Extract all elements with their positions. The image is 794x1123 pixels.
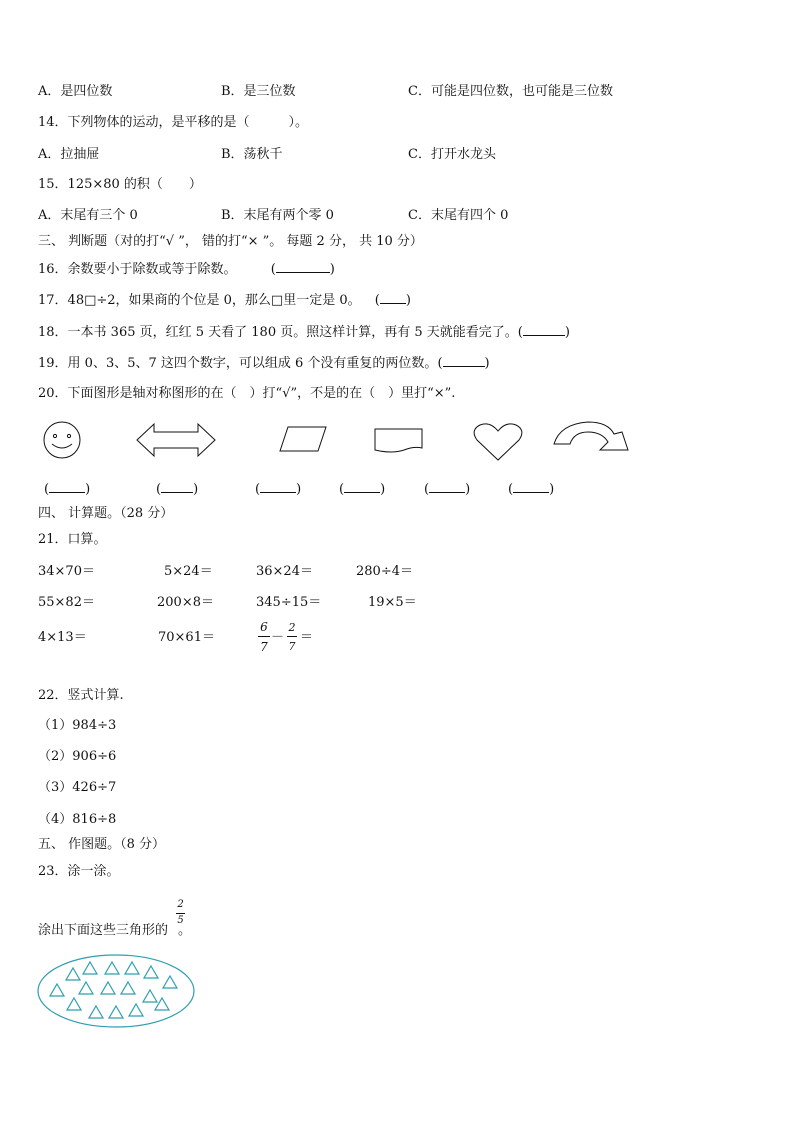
q23-text: 涂出下面这些三角形的 [38,923,169,938]
section-3-title: 三、 判断题（对的打“√ ”， 错的打“× ”。 每题 2 分， 共 10 分） [38,234,423,249]
q23-fraction-denominator: 5 [177,915,184,926]
triangle [105,962,119,974]
flag-icon [374,424,426,454]
answer-blank[interactable] [276,260,330,273]
vertical-item: （1）984÷3 [38,718,117,733]
oral-item: 36×24＝ [256,564,313,579]
question-18-text: 18．一本书 365 页，红红 5 天看了 180 页。照这样计算，再有 5 天就能看完了。 [38,325,518,340]
oral-item: 280÷4＝ [356,564,413,579]
question-17: 17．48□÷2，如果商的个位是 0，那么□里一定是 0。 ( ) [38,293,411,308]
triangle [121,982,135,994]
vertical-item: （2）906÷6 [38,749,117,764]
q14-option-a: A．拉抽屉 [38,147,100,162]
fraction-1-numerator: 6 [260,620,268,634]
q23-fraction-numerator: 2 [177,899,184,910]
section-5-title: 五、 作图题。（8 分） [38,837,166,852]
question-19: 19．用 0、3、5、7 这四个数字，可以组成 6 个没有重复的两位数。( ) [38,356,490,371]
triangle [101,982,115,994]
q23-instruction: 涂出下面这些三角形的 。 [38,923,192,938]
triangle [129,1004,143,1016]
shape-2-answer[interactable]: ( ) [156,482,199,497]
curved-arrow-icon [552,418,632,458]
fraction-bar [176,913,185,914]
triangle [144,966,158,978]
q15-option-a: A．末尾有三个 0 [38,208,138,223]
oral-item: 70×61＝ [158,630,215,645]
fraction-2-numerator: 2 [288,621,296,634]
fraction-bar [287,636,297,637]
q13-option-b: B．是三位数 [221,84,296,99]
fraction-bar [258,636,270,637]
triangle [83,962,97,974]
question-16-text: 16．余数要小于除数或等于除数。 [38,262,237,277]
triangle [109,1006,123,1018]
equals-sign: ＝ [300,630,314,645]
minus-sign: － [271,630,285,645]
shape-5-answer[interactable]: ( ) [424,482,471,497]
parallelogram-icon [278,426,328,452]
oral-item: 4×13＝ [38,630,87,645]
question-20: 20．下面图形是轴对称图形的在（ ）打“√”，不是的在（ ）里打“×”. [38,386,456,401]
double-arrow-icon [136,422,216,458]
question-15: 15．125×80 的积（ ） [38,177,202,192]
question-23: 23．涂一涂。 [38,864,120,879]
triangle [79,982,93,994]
q14-option-b: B．荡秋千 [221,147,283,162]
answer-blank[interactable] [523,323,565,336]
answer-blank[interactable] [380,291,406,304]
heart-icon [472,422,524,462]
q14-option-c: C．打开水龙头 [408,147,496,162]
question-18: 18．一本书 365 页，红红 5 天看了 180 页。照这样计算，再有 5 天就能看完了。( ) [38,325,570,340]
oral-item: 345÷15＝ [256,595,322,610]
question-17-text: 17．48□÷2，如果商的个位是 0，那么□里一定是 0。 [38,293,361,308]
question-14: 14．下列物体的运动，是平移的是（ ）。 [38,115,309,130]
triangle [66,968,80,980]
oral-item: 5×24＝ [164,564,213,579]
q15-option-c: C．末尾有四个 0 [408,208,509,223]
shape-1-answer[interactable]: ( ) [44,482,91,497]
shape-6-answer[interactable]: ( ) [508,482,555,497]
triangle [89,1006,103,1018]
triangle [163,976,177,988]
triangle [50,984,64,996]
answer-blank[interactable] [443,354,485,367]
shape-4-answer[interactable]: ( ) [339,482,386,497]
vertical-item: （3）426÷7 [38,780,117,795]
oral-item: 34×70＝ [38,564,95,579]
question-21: 21．口算。 [38,532,107,547]
triangle [67,998,81,1010]
question-16: 16．余数要小于除数或等于除数。 ( ) [38,262,335,277]
triangle [125,962,139,974]
oral-item: 19×5＝ [368,595,417,610]
q13-option-c: C．可能是四位数，也可能是三位数 [408,84,613,99]
triangle [143,990,157,1002]
shape-3-answer[interactable]: ( ) [255,482,302,497]
q15-option-b: B．末尾有两个零 0 [221,208,334,223]
fraction-2-denominator: 7 [288,640,296,653]
triangles-ellipse[interactable] [36,952,196,1030]
oral-item: 200×8＝ [157,595,214,610]
section-4-title: 四、 计算题。（28 分） [38,506,174,521]
fraction-1-denominator: 7 [260,640,268,654]
smiley-face-icon [40,420,84,460]
q13-option-a: A．是四位数 [38,84,113,99]
oral-item: 55×82＝ [38,595,95,610]
question-22: 22．竖式计算. [38,688,124,703]
triangle [155,998,169,1010]
vertical-item: （4）816÷8 [38,812,117,827]
question-19-text: 19．用 0、3、5、7 这四个数字，可以组成 6 个没有重复的两位数。 [38,356,438,371]
